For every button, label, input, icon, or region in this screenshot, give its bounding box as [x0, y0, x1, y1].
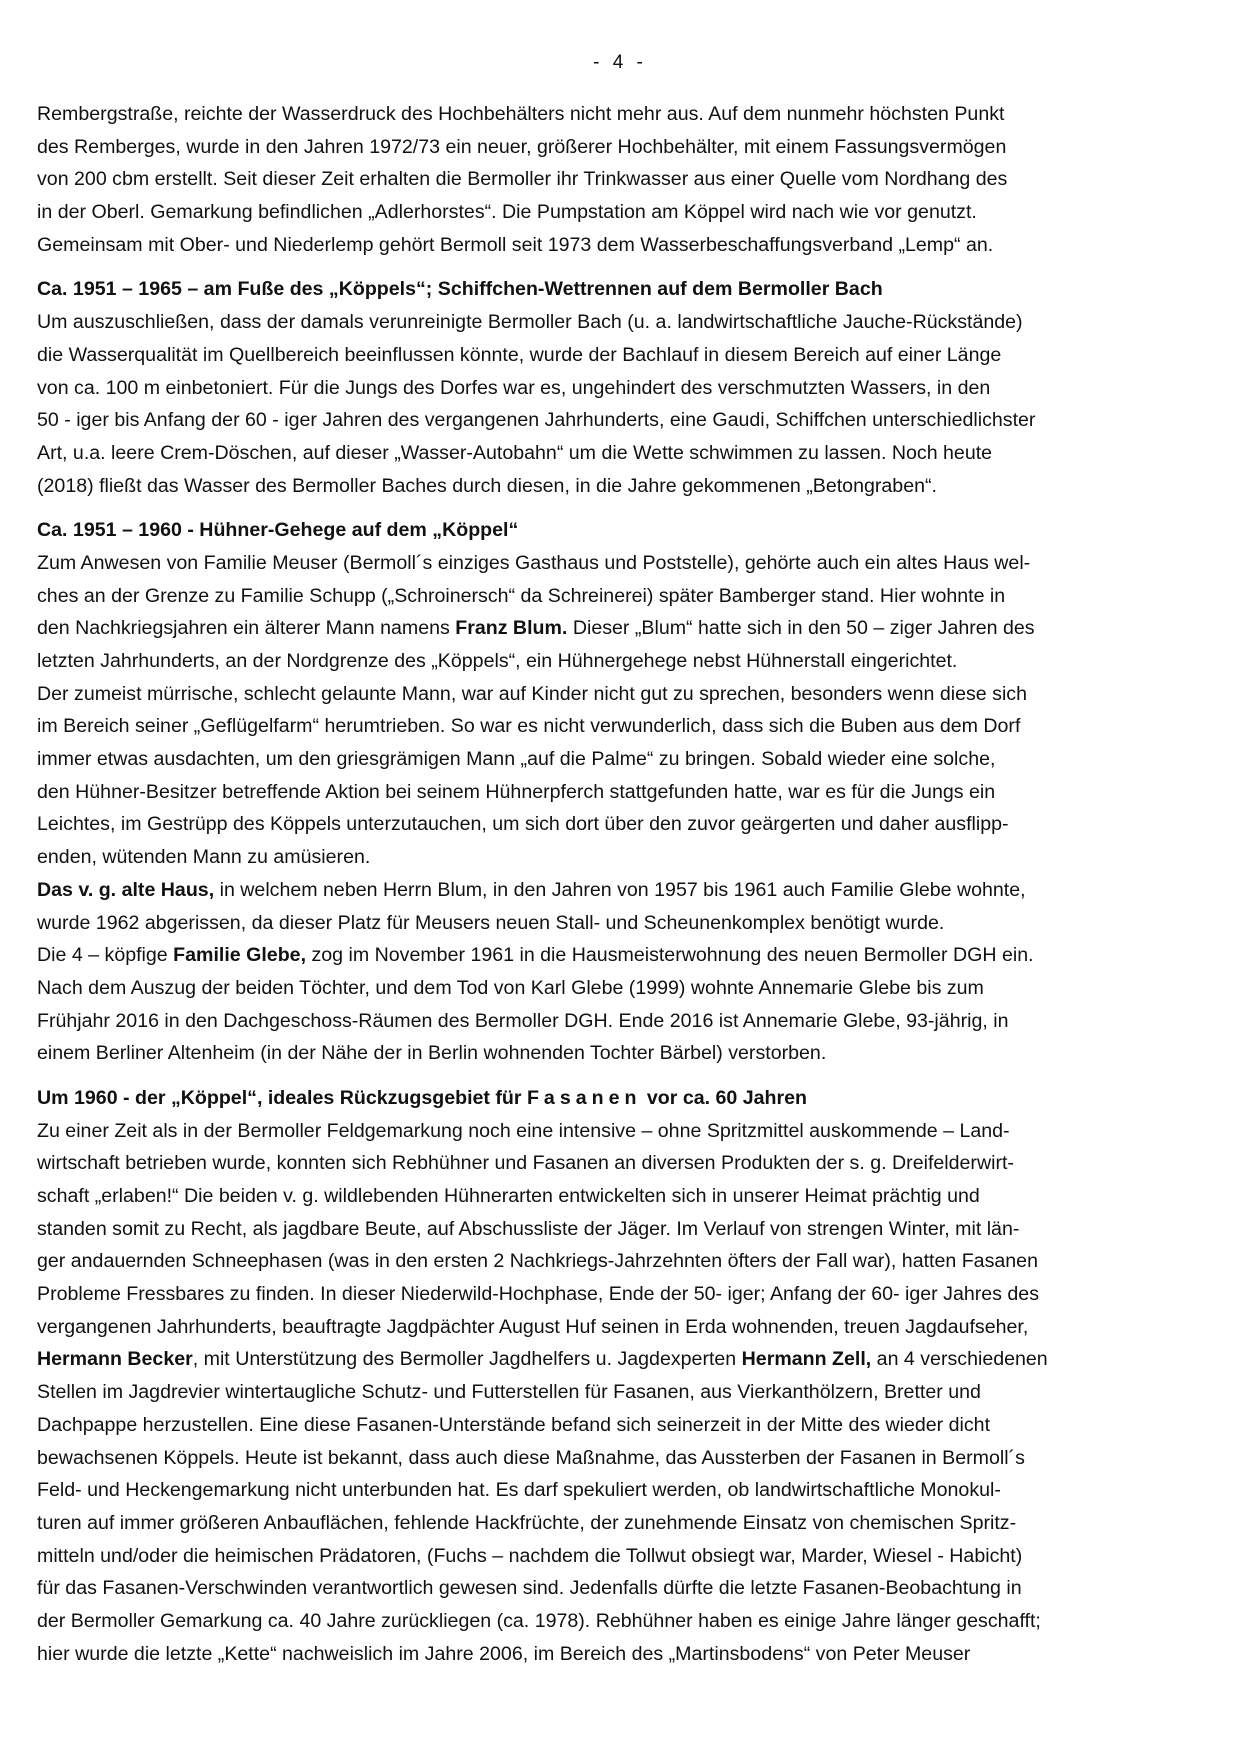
text-line: Zum Anwesen von Familie Meuser (Bermoll´s einziges Gasthaus und Poststelle), gehörte auch ein altes Haus wel-: [37, 551, 1031, 574]
text-run: vor ca. 60 Jahren: [641, 1086, 808, 1109]
text-line: Probleme Fressbares zu finden. In dieser Niederwild-Hochphase, Ende der 50- iger; Anfang der 60- iger Jahres des: [37, 1283, 1039, 1306]
section-huehner-gehege: [37, 514, 1207, 1070]
text-line: standen somit zu Recht, als jagdbare Beute, auf Abschussliste der Jäger. Im Verlauf von strengen Winter, mit län-: [37, 1217, 1020, 1240]
bold-name: Familie Glebe,: [173, 944, 307, 967]
document-body: [37, 98, 1207, 1670]
text-line: Feld- und Heckengemarkung nicht unterbunden hat. Es darf spekuliert werden, ob landwirtschaftliche Monokul-: [37, 1479, 1001, 1502]
section-fasanen: [37, 1082, 1207, 1670]
text-line: 50 - iger bis Anfang der 60 - iger Jahren des vergangenen Jahrhunderts, eine Gaudi, Schiffchen unterschiedlichster: [37, 409, 1036, 432]
text-run: Dieser „Blum“ hatte sich in den 50 – ziger Jahren des: [567, 617, 1035, 640]
text-line: schaft „erlaben!“ Die beiden v. g. wildlebenden Hühnerarten entwickelten sich in unserer Heimat prächtig und: [37, 1185, 980, 1207]
text-line: ches an der Grenze zu Familie Schupp („Schroinersch“ da Schreinerei) später Bamberger stand. Hier wohnte in: [37, 584, 1006, 607]
spaced-word: Fasanen: [526, 1086, 642, 1109]
text-line: Leichtes, im Gestrüpp des Köppels unterzutauchen, um sich dort über den zuvor geärgerten und daher ausflipp-: [37, 813, 1009, 836]
text-line: vergangenen Jahrhunderts, beauftragte Jagdpächter August Huf seinen in Erda wohnenden, treuen Jagdaufseher,: [37, 1315, 1029, 1338]
text-line: einem Berliner Altenheim (in der Nähe der in Berlin wohnenden Tochter Bärbel) verstorben.: [37, 1042, 827, 1065]
section-heading: Ca. 1951 – 1965 – am Fuße des „Köppels“; Schiffchen-Wettrennen auf dem Bermoller Bach: [37, 278, 883, 301]
text-run: Die 4 – köpfige: [37, 944, 174, 967]
text-line: [37, 1343, 1207, 1376]
text-line: (2018) fließt das Wasser des Bermoller Baches durch diesen, in die Jahre gekommenen „Betongraben“.: [37, 474, 937, 497]
bold-name: Franz Blum.: [455, 617, 568, 640]
text-line: von ca. 100 m einbetoniert. Für die Jungs des Dorfes war es, ungehindert des verschmutzten Wassers, in den: [37, 376, 991, 399]
text-line: Frühjahr 2016 in den Dachgeschoss-Räumen des Bermoller DGH. Ende 2016 ist Annemarie Glebe, 93-jährig, in: [37, 1009, 1009, 1032]
text-line: in der Oberl. Gemarkung befindlichen „Adlerhorstes“. Die Pumpstation am Köppel wird nach wie vor genutzt.: [37, 201, 977, 224]
text-line: die Wasserqualität im Quellbereich beeinflussen könnte, wurde der Bachlauf in diesem Bereich auf einer Länge: [37, 343, 1002, 366]
text-line: [37, 874, 1207, 907]
text-run: den Nachkriegsjahren ein älterer Mann namens: [37, 617, 456, 640]
text-line: Dachpappe herzustellen. Eine diese Fasanen-Unterstände befand sich seinerzeit in der Mitte des wieder dicht: [37, 1413, 991, 1436]
text-line: Stellen im Jagdrevier wintertaugliche Schutz- und Futterstellen für Fasanen, aus Vierkanthölzern, Bretter und: [37, 1381, 981, 1404]
text-line: Um auszuschließen, dass der damals verunreinigte Bermoller Bach (u. a. landwirtschaftliche Jauche-Rückstände): [37, 311, 1023, 334]
text-line: Zu einer Zeit als in der Bermoller Feldgemarkung noch eine intensive – ohne Spritzmittel auskommende – Land-: [37, 1119, 1010, 1142]
text-line: der Bermoller Gemarkung ca. 40 Jahre zurückliegen (ca. 1978). Rebhühner haben es einige Jahre länger geschafft;: [37, 1609, 1041, 1632]
text-line: enden, wütenden Mann zu amüsieren.: [37, 846, 371, 869]
text-line: immer etwas ausdachten, um den griesgrämigen Mann „auf die Palme“ zu bringen. Sobald wieder eine solche,: [37, 748, 996, 771]
text-line: mitteln und/oder die heimischen Prädatoren, (Fuchs – nachdem die Tollwut obsiegt war, Marder, Wiesel - Habicht): [37, 1544, 1023, 1567]
section-schiffchen-wettrennen: [37, 273, 1207, 502]
text-line: Nach dem Auszug der beiden Töchter, und dem Tod von Karl Glebe (1999) wohnte Annemarie Glebe bis zum: [37, 976, 984, 999]
text-run: Um 1960 - der „Köppel“, ideales Rückzugsgebiet für: [37, 1086, 527, 1109]
text-line: turen auf immer größeren Anbauflächen, fehlende Hackfrüchte, der zunehmende Einsatz von chemischen Spritz-: [37, 1511, 1017, 1534]
text-line: Rembergstraße, reichte der Wasserdruck des Hochbehälters nicht mehr aus. Auf dem nunmehr höchsten Punkt: [37, 103, 1005, 125]
text-line: [37, 939, 1207, 972]
text-line: wirtschaft betrieben wurde, konnten sich Rebhühner und Fasanen an diversen Produkten der s. g. Dreifelderwirt-: [37, 1152, 1014, 1175]
text-run: zog im November 1961 in die Hausmeisterwohnung des neuen Bermoller DGH ein.: [306, 944, 1034, 967]
text-line: für das Fasanen-Verschwinden verantwortlich gewesen sind. Jedenfalls dürfte die letzte Fasanen-Beobachtung in: [37, 1577, 1022, 1600]
intro-paragraph: [37, 98, 1207, 261]
text-line: von 200 cbm erstellt. Seit dieser Zeit erhalten die Bermoller ihr Trinkwasser aus einer Quelle vom Nordhang des: [37, 168, 1008, 191]
section-heading: [37, 1082, 1207, 1115]
text-line: hier wurde die letzte „Kette“ nachweislich im Jahre 2006, im Bereich des „Martinsbodens“ von Peter Meuser: [37, 1642, 971, 1665]
text-run: an 4 verschiedenen: [871, 1348, 1048, 1371]
text-line: des Remberges, wurde in den Jahren 1972/73 ein neuer, größerer Hochbehälter, mit einem Fassungsvermögen: [37, 135, 1007, 158]
text-line: im Bereich seiner „Geflügelfarm“ herumtrieben. So war es nicht verwunderlich, dass sich die Buben aus dem Dorf: [37, 715, 1021, 738]
text-line: Der zumeist mürrische, schlecht gelaunte Mann, war auf Kinder nicht gut zu sprechen, besonders wenn diese sich: [37, 682, 1027, 705]
text-line: den Hühner-Besitzer betreffende Aktion bei seinem Hühnerpferch stattgefunden hatte, war es für die Jungs ein: [37, 780, 996, 803]
text-line: [37, 612, 1207, 645]
text-line: Art, u.a. leere Crem-Döschen, auf dieser „Wasser-Autobahn“ um die Wette schwimmen zu lassen. Noch heute: [37, 441, 993, 464]
section-heading: Ca. 1951 – 1960 - Hühner-Gehege auf dem „Köppel“: [37, 519, 519, 542]
text-run: , mit Unterstützung des Bermoller Jagdhelfers u. Jagdexperten: [192, 1348, 742, 1371]
bold-phrase: Das v. g. alte Haus,: [37, 878, 215, 901]
text-line: letzten Jahrhunderts, an der Nordgrenze des „Köppels“, ein Hühnergehege nebst Hühnerstall eingerichtet.: [37, 650, 958, 672]
text-run: in welchem neben Herrn Blum, in den Jahren von 1957 bis 1961 auch Familie Glebe wohnte,: [214, 878, 1026, 901]
text-line: ger andauernden Schneephasen (was in den ersten 2 Nachkriegs-Jahrzehnten öfters der Fall war), hatten Fasanen: [37, 1250, 1038, 1273]
text-line: Gemeinsam mit Ober- und Niederlemp gehört Bermoll seit 1973 dem Wasserbeschaffungsverband „Lemp“ an.: [37, 233, 994, 256]
bold-name: Hermann Zell,: [741, 1348, 872, 1371]
text-line: bewachsenen Köppels. Heute ist bekannt, dass auch diese Maßnahme, das Aussterben der Fasanen in Bermoll´s: [37, 1446, 1025, 1469]
bold-name: Hermann Becker: [37, 1348, 193, 1371]
page-number: - 4 -: [593, 52, 647, 73]
text-line: wurde 1962 abgerissen, da dieser Platz für Meusers neuen Stall- und Scheunenkomplex benötigt wurde.: [37, 911, 945, 934]
